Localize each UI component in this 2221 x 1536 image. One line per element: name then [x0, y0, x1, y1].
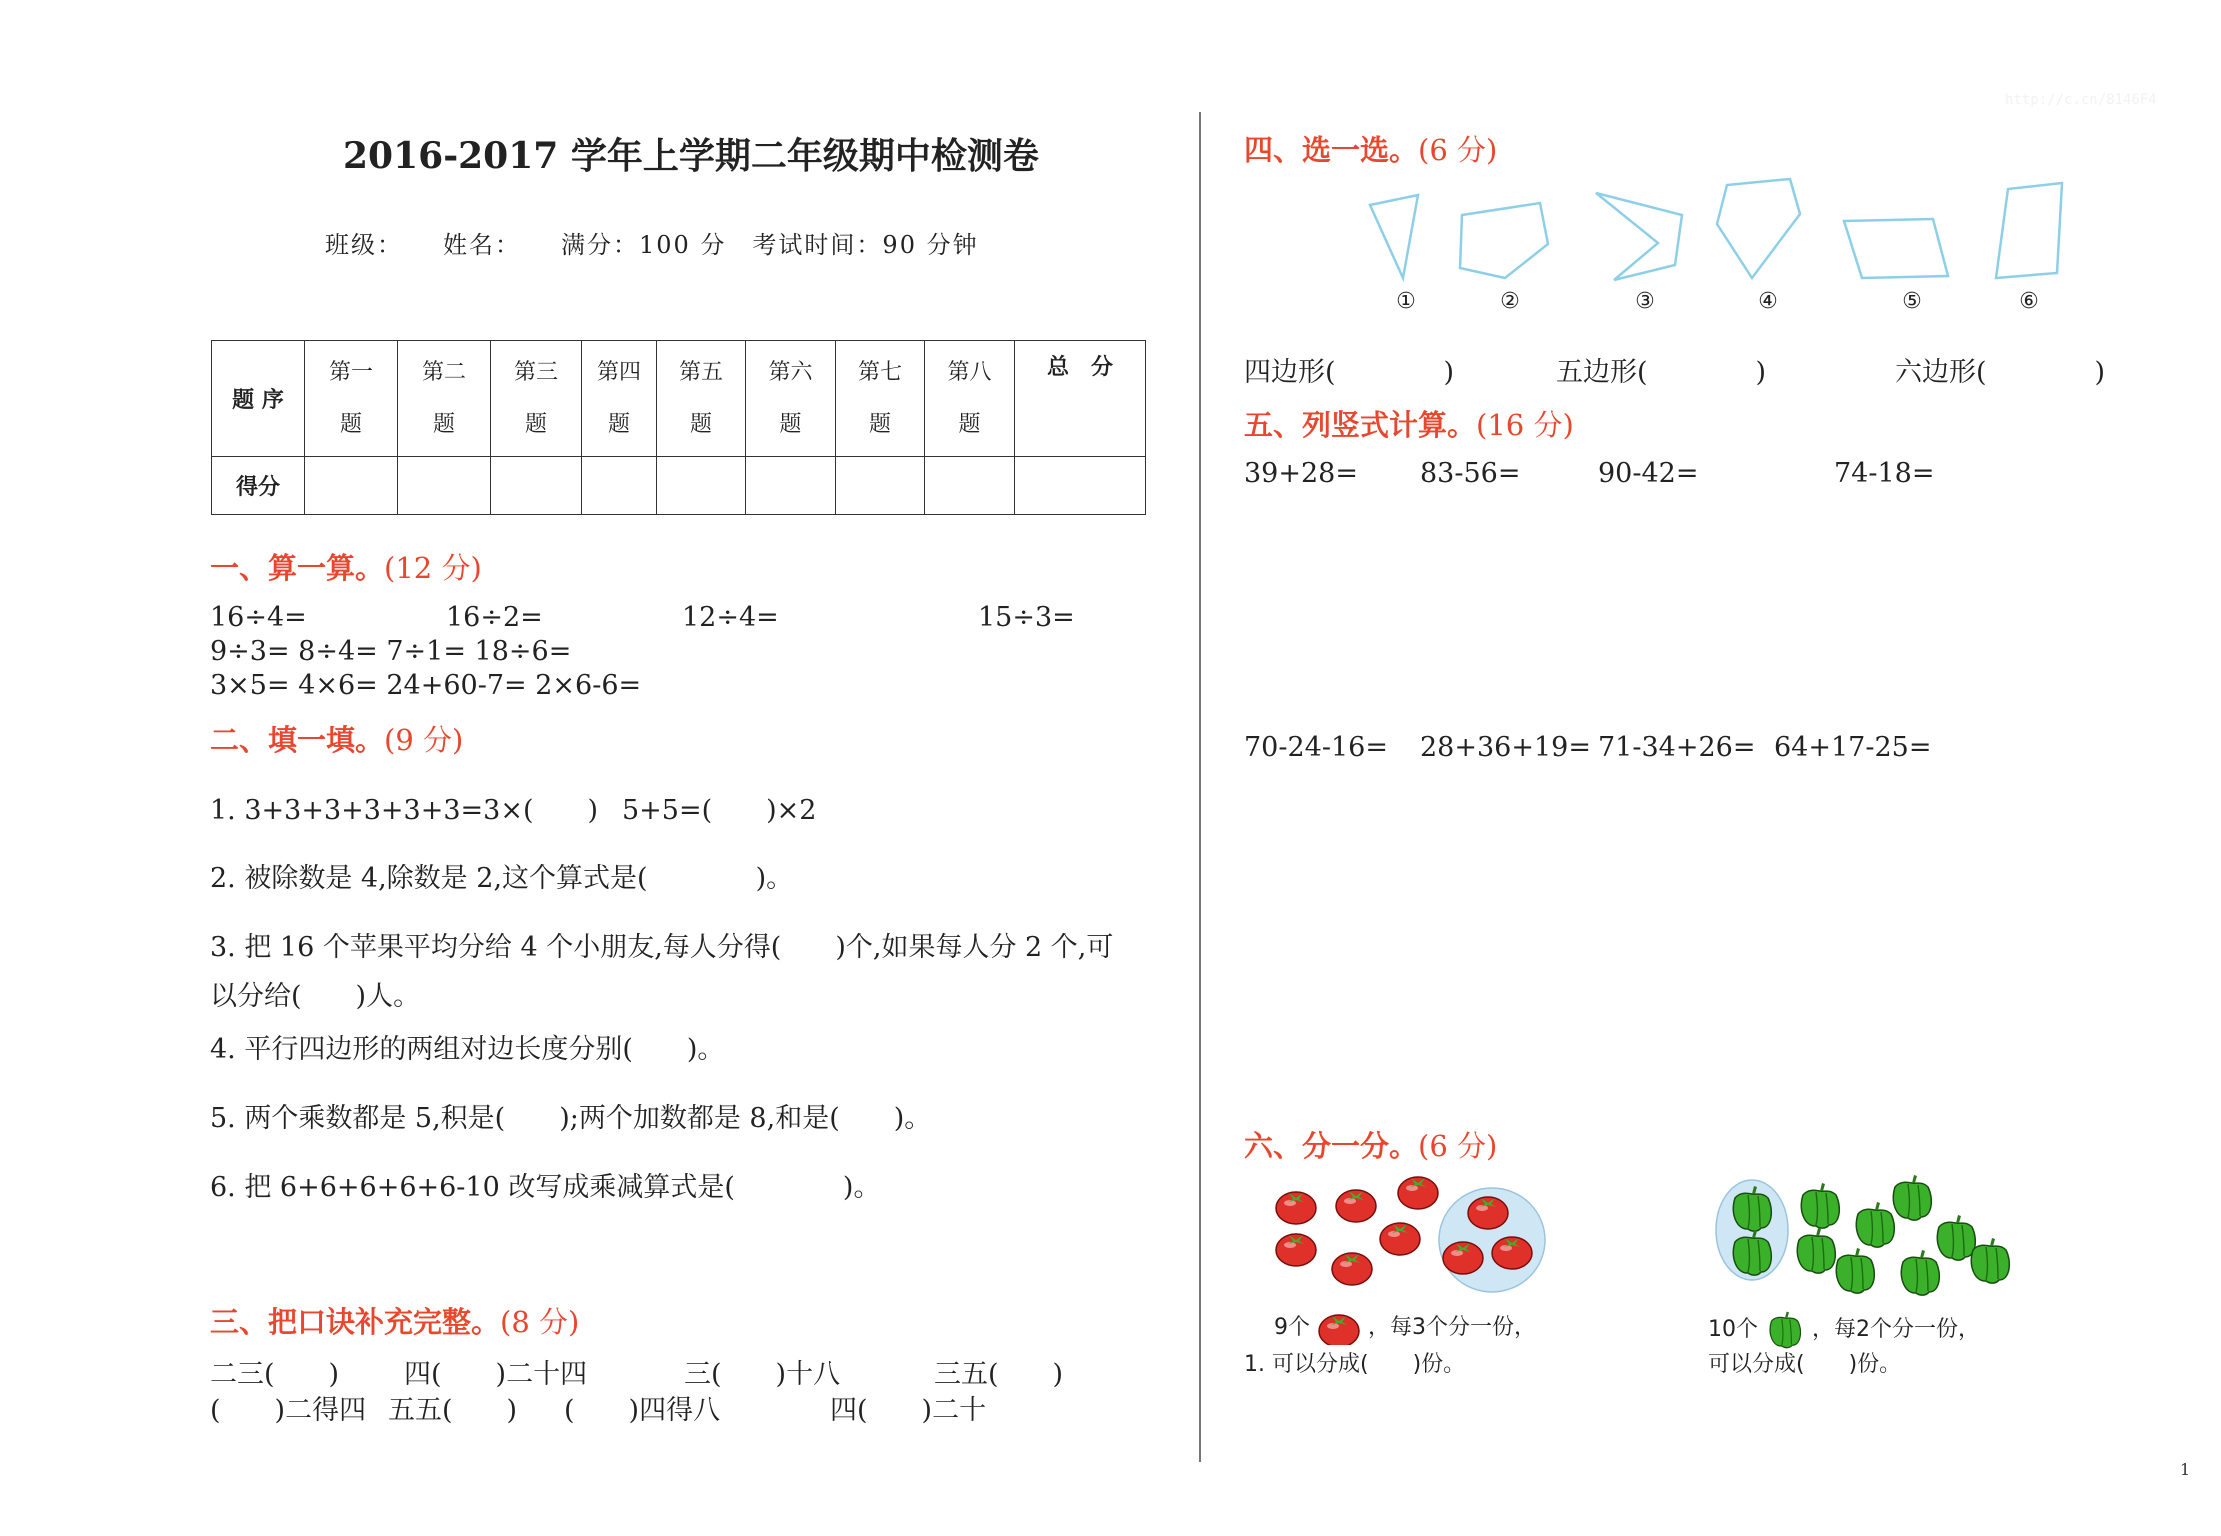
s5-item: 71-34+26=: [1598, 732, 1756, 763]
s3-item: 三五( ): [934, 1359, 1064, 1390]
s3-item: 二三( ): [210, 1359, 340, 1390]
section-3-heading: 三、把口诀补充完整。(8 分): [210, 1305, 580, 1339]
s3-item: 四( )二十: [830, 1395, 987, 1426]
shape-label: ④: [1758, 289, 1778, 314]
s1-item: 16÷4=: [210, 602, 307, 633]
s2-q6: 6. 把 6+6+6+6+6-10 改写成乘减算式是( )。: [210, 1172, 881, 1203]
s2-q1b: 5+5=( )×2: [622, 795, 817, 826]
score-col-2: 第二 题: [398, 341, 491, 457]
s1-row-3: 3×5= 4×6= 24+60-7= 2×6-6=: [210, 670, 642, 701]
score-cell[interactable]: [305, 457, 398, 515]
tomato-icon: [1380, 1223, 1420, 1255]
tomato-icon: [1398, 1177, 1438, 1209]
score-table: [211, 340, 1146, 515]
column-divider: [1199, 112, 1201, 1462]
section-5-heading: 五、列竖式计算。(16 分): [1244, 408, 1574, 442]
s3-item: ( )四得八: [564, 1395, 721, 1426]
score-col-3: 第三 题: [491, 341, 582, 457]
s3-item: 四( )二十四: [404, 1359, 588, 1390]
s2-q2: 2. 被除数是 4,除数是 2,这个算式是( )。: [210, 863, 794, 894]
s3-item: ( )二得四: [210, 1395, 367, 1426]
watermark: http://c.cn/8146F4: [2005, 92, 2157, 108]
pepper-icon: [1971, 1238, 2009, 1283]
score-cell[interactable]: [746, 457, 836, 515]
score-header-score: 得分: [212, 457, 305, 515]
pepper-icon: [1801, 1183, 1839, 1228]
shape-3: [1596, 193, 1682, 280]
shapes-figure: [1340, 170, 2080, 320]
s1-item: 12÷4=: [682, 602, 779, 633]
section-6-heading: 六、分一分。(6 分): [1244, 1129, 1498, 1163]
answer-hexagon: 六边形( ): [1895, 357, 2106, 388]
tomato-icon: [1336, 1190, 1376, 1222]
tomato-icon: [1332, 1253, 1372, 1285]
shape-label: ③: [1635, 289, 1655, 314]
pepper-icon: [1937, 1215, 1975, 1260]
pepper-icon: [1901, 1250, 1939, 1295]
pepper-icon: [1836, 1248, 1874, 1293]
score-col-7: 第七 题: [836, 341, 925, 457]
s5-item: 90-42=: [1598, 458, 1699, 489]
s3-item: 五五( ): [388, 1395, 518, 1426]
pepper-icon: [1893, 1175, 1931, 1220]
shape-label: ②: [1500, 289, 1520, 314]
tomato-icon: [1443, 1242, 1483, 1274]
s2-q3a: 3. 把 16 个苹果平均分给 4 个小朋友,每人分得( )个,如果每人分 2 个,可: [210, 932, 1114, 963]
section-4-heading: 四、选一选。(6 分): [1244, 133, 1498, 167]
score-cell[interactable]: [398, 457, 491, 515]
score-cell[interactable]: [836, 457, 925, 515]
tomato-icon: [1468, 1197, 1508, 1229]
score-cell[interactable]: [491, 457, 582, 515]
grouping-figure: [1260, 1160, 2060, 1310]
shape-label: ⑤: [1902, 289, 1922, 314]
pepper-icon: [1765, 1310, 1805, 1350]
s5-item: 64+17-25=: [1774, 732, 1932, 763]
shape-label: ⑥: [2019, 289, 2039, 314]
shape-2: [1460, 203, 1548, 278]
s6-left-line1: 9个 ，每3个分一份，: [1274, 1310, 1536, 1345]
section-1-heading: 一、算一算。(12 分): [210, 551, 482, 585]
shape-5: [1844, 219, 1948, 278]
score-cell[interactable]: [582, 457, 657, 515]
page-number: 1: [2180, 1460, 2191, 1479]
page-title: 2016-2017 学年上学期二年级期中检测卷: [343, 135, 1039, 177]
shape-4: [1717, 179, 1800, 278]
s2-q5: 5. 两个乘数都是 5,积是( );两个加数都是 8,和是( )。: [210, 1103, 932, 1134]
score-header-order: 题 序: [212, 341, 305, 457]
score-col-1: 第一 题: [305, 341, 398, 457]
tomato-icon: [1276, 1234, 1316, 1266]
s5-item: 28+36+19=: [1420, 732, 1591, 763]
shape-1: [1370, 195, 1418, 278]
s5-item: 70-24-16=: [1244, 732, 1388, 763]
score-cell[interactable]: [1015, 457, 1146, 515]
score-col-8: 第八 题: [925, 341, 1015, 457]
exam-info: 班级： 姓名： 满分：100 分 考试时间：90 分钟: [325, 231, 979, 259]
score-col-5: 第五 题: [657, 341, 746, 457]
s3-item: 三( )十八: [684, 1359, 841, 1390]
answer-pentagon: 五边形( ): [1556, 357, 1767, 388]
s1-item: 16÷2=: [446, 602, 543, 633]
score-cell[interactable]: [925, 457, 1015, 515]
score-col-6: 第六 题: [746, 341, 836, 457]
shape-label: ①: [1396, 289, 1416, 314]
pepper-icon: [1856, 1202, 1894, 1247]
s6-left-line2: 1. 可以分成( )份。: [1244, 1352, 1466, 1377]
s2-q4: 4. 平行四边形的两组对边长度分别( )。: [210, 1034, 725, 1065]
s5-item: 74-18=: [1834, 458, 1935, 489]
s5-item: 83-56=: [1420, 458, 1521, 489]
s5-item: 39+28=: [1244, 458, 1358, 489]
tomato-icon: [1492, 1237, 1532, 1269]
shape-6: [1996, 183, 2062, 278]
tomato-icon: [1317, 1311, 1361, 1345]
section-2-heading: 二、填一填。(9 分): [210, 723, 464, 757]
s6-right-line1: 10个 ，每2个分一份，: [1708, 1310, 1980, 1350]
score-col-4: 第四 题: [582, 341, 657, 457]
s1-item: 15÷3=: [978, 602, 1075, 633]
s2-q1a: 1. 3+3+3+3+3+3=3×( ): [210, 795, 599, 826]
score-cell[interactable]: [657, 457, 746, 515]
s6-right-line2: 可以分成( )份。: [1708, 1352, 1902, 1377]
s2-q3b: 以分给( )人。: [210, 981, 421, 1012]
s1-row-2: 9÷3= 8÷4= 7÷1= 18÷6=: [210, 636, 572, 667]
tomato-icon: [1276, 1192, 1316, 1224]
answer-quadrilateral: 四边形( ): [1244, 357, 1455, 388]
pepper-icon: [1797, 1228, 1835, 1273]
score-col-total: 总 分: [1015, 341, 1146, 457]
